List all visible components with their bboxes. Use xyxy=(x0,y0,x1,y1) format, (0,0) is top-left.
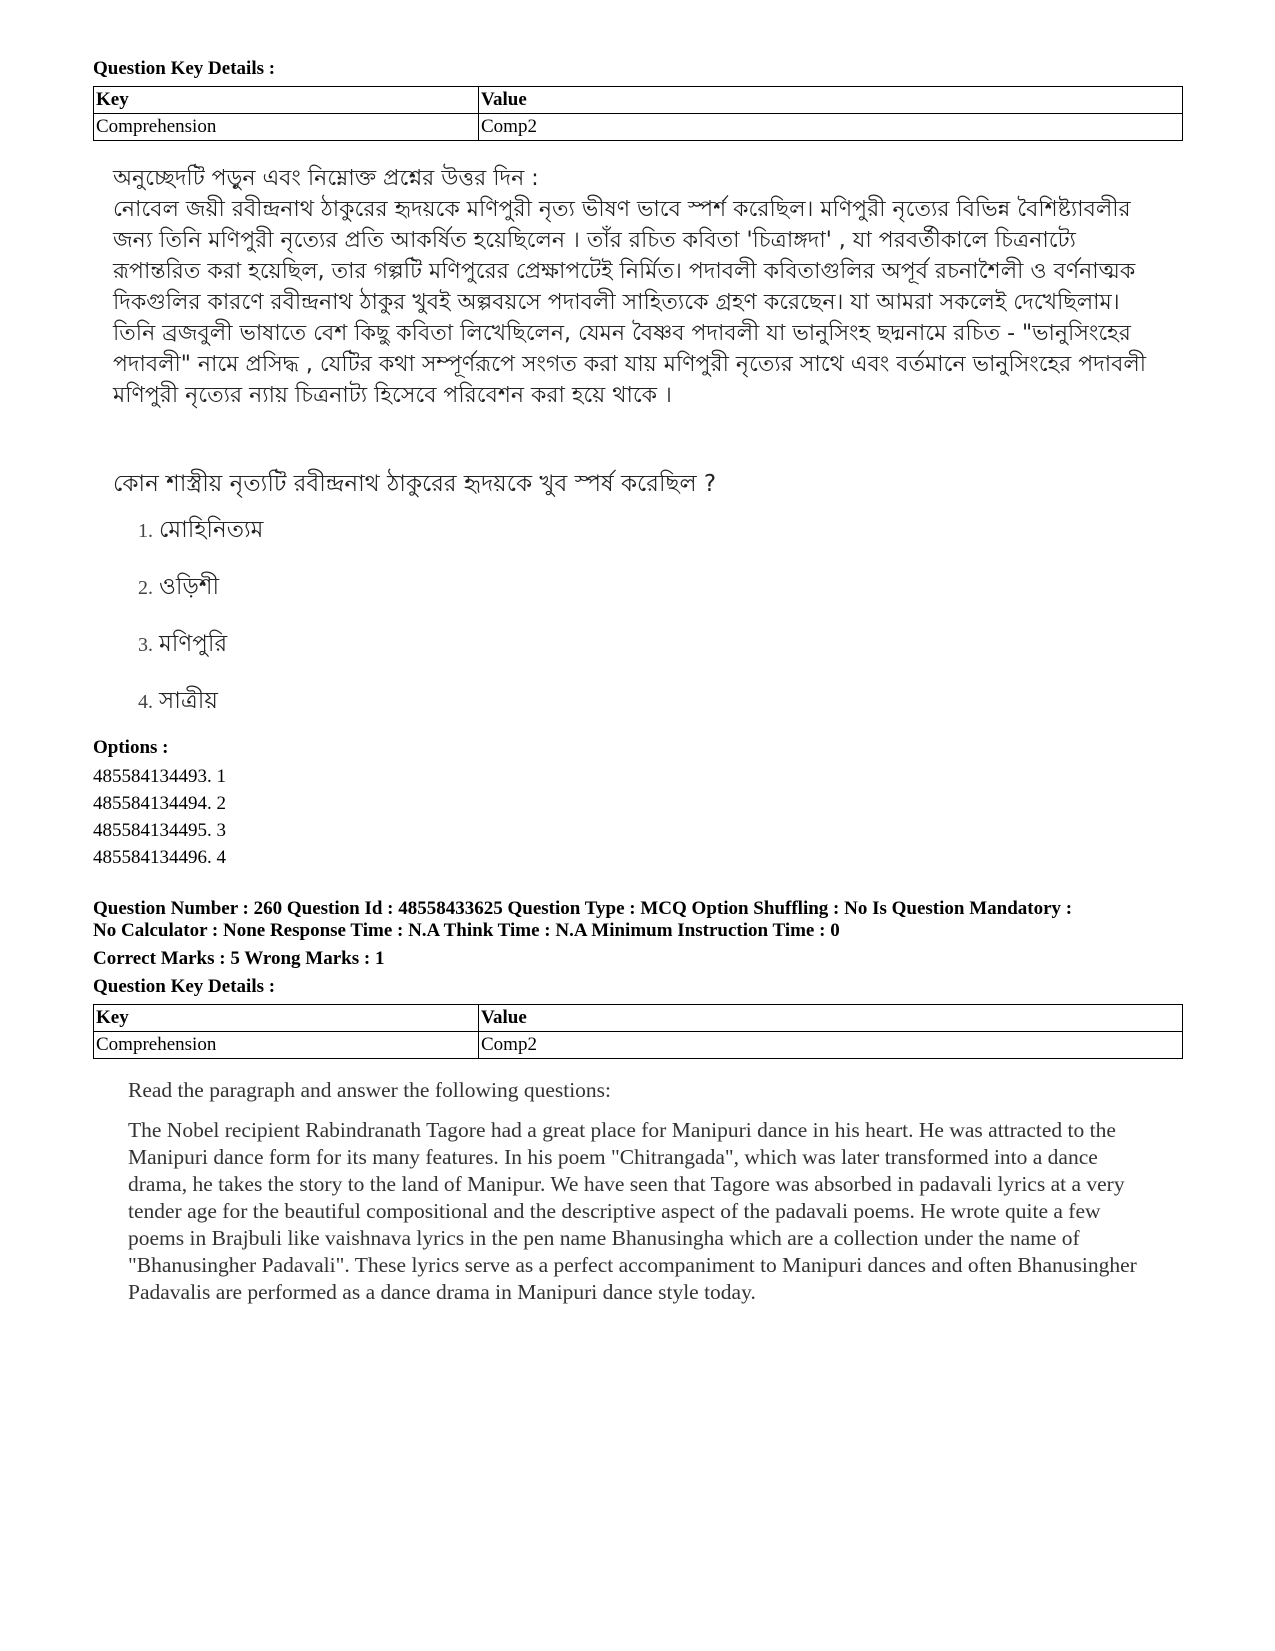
question-meta-line-1: Question Number : 260 Question Id : 48558433625 Question Type : MCQ Option Shuffling : No Is Question Mandatory : xyxy=(93,898,1073,919)
choice-number: 4. xyxy=(138,691,153,713)
list-item xyxy=(138,572,1183,629)
key-details-heading: Question Key Details : xyxy=(93,58,276,79)
bengali-question: কোন শাস্ত্রীয় নৃত্যটি রবীন্দ্রনাথ ঠাকুরের হৃদয়কে খুব স্পর্ষ করেছিল ? xyxy=(113,471,717,497)
key-details-heading: Question Key Details : xyxy=(93,976,276,997)
document-page xyxy=(93,58,1183,1306)
bengali-passage-text: নোবেল জয়ী রবীন্দ্রনাথ ঠাকুরের হৃদয়কে মণিপুরী নৃত্য ভীষণ ভাবে স্পর্শ করেছিল। মণিপুরী নৃত্যের বিভিন্ন বৈশিষ্ট্যাবলীর জন্য তিনি মণিপুরী নৃত্যের প্রতি আকর্ষিত হয়েছিলেন । তাঁর রচিত কবিতা 'চিত্রাঙ্গদা' , যা পরবর্তীকালে চিত্রনাট্যে রূপান্তরিত করা হয়েছিল, তার গল্পটি মণিপুরের প্রেক্ষাপটেই নির্মিত। পদাবলী কবিতাগুলির অপূর্ব রচনাশৈলী ও বর্ণনাত্মক দিকগুলির কারণে রবীন্দ্রনাথ ঠাকুর খুবই অল্পবয়সে পদাবলী সাহিত্যকে গ্রহণ করেছেন। যা আমরা সকলেই দেখেছিলাম। তিনি ব্রজবুলী ভাষাতে বেশ কিছু কবিতা লিখেছিলেন, যেমন বৈষ্ণব পদাবলী যা ভানুসিংহ ছদ্মনামে রচিত - "ভানুসিংহের পদাবলী" নামে প্রসিদ্ধ , যেটির কথা সম্পূর্ণরূপে সংগত করা যায় মণিপুরী নৃত্যের সাথে এবং বর্তমানে ভানুসিংহের পদাবলী মণিপুরী নৃত্যের ন্যায় চিত্রনাট্য হিসেবে পরিবেশন করা হয়ে থাকে । xyxy=(113,197,1147,408)
english-passage-instruction: Read the paragraph and answer the following questions: xyxy=(128,1078,612,1102)
choice-text: মণিপুরি xyxy=(159,631,228,657)
question-meta xyxy=(93,898,1183,998)
option-id: 485584134494. 2 xyxy=(93,793,226,814)
table-cell-key: Comprehension xyxy=(94,1032,479,1059)
choice-text: সাত্রীয় xyxy=(159,688,218,714)
table-cell-value: Comp2 xyxy=(479,114,1183,141)
bengali-passage xyxy=(113,163,1153,411)
table-header-value: Value xyxy=(479,87,1183,114)
options-heading: Options : xyxy=(93,737,169,758)
bengali-passage-instruction: অনুচ্ছেদটি পড়ুন এবং নিম্নোক্ত প্রশ্নের উত্তর দিন : xyxy=(113,166,539,191)
question-meta-line-2: No Calculator : None Response Time : N.A Think Time : N.A Minimum Instruction Time : 0 xyxy=(93,920,840,941)
english-passage xyxy=(128,1077,1138,1306)
bengali-choices-list xyxy=(138,515,1183,743)
option-id: 485584134493. 1 xyxy=(93,766,226,787)
list-item xyxy=(138,686,1183,743)
question-marks: Correct Marks : 5 Wrong Marks : 1 xyxy=(93,948,385,969)
choice-text: মোহিনিত্যম xyxy=(159,517,264,543)
english-passage-text: The Nobel recipient Rabindranath Tagore had a great place for Manipuri dance in his heart. He was attracted to the Manipuri dance form for its many features. In his poem "Chitrangada", which was later transformed into a dance drama, he takes the story to the land of Manipur. We have seen that Tagore was absorbed in padavali lyrics at a very tender age for the beautiful compositional and the descriptive aspect of the padavali poems. He wrote quite a few poems in Brajbuli like vaishnava lyrics in the pen name Bhanusingha which are a collection under the name of "Bhanusingher Padavali". These lyrics serve as a perfect accompaniment to Manipuri dances and often Bhanusingher Padavalis are performed as a dance drama in Manipuri dance style today. xyxy=(128,1118,1137,1304)
table-row xyxy=(94,114,1183,141)
table-row xyxy=(94,1032,1183,1059)
list-item xyxy=(138,629,1183,686)
table-cell-value: Comp2 xyxy=(479,1032,1183,1059)
option-id: 485584134496. 4 xyxy=(93,847,226,868)
choice-number: 2. xyxy=(138,577,153,599)
key-details-table xyxy=(93,86,1183,141)
key-details-table xyxy=(93,1004,1183,1059)
choice-number: 3. xyxy=(138,634,153,656)
choice-number: 1. xyxy=(138,520,153,542)
option-id: 485584134495. 3 xyxy=(93,820,226,841)
table-header-row xyxy=(94,1005,1183,1032)
table-header-value: Value xyxy=(479,1005,1183,1032)
choice-text: ওড়িশী xyxy=(159,574,220,600)
option-ids-list xyxy=(93,763,1183,871)
table-header-row xyxy=(94,87,1183,114)
table-cell-key: Comprehension xyxy=(94,114,479,141)
list-item xyxy=(138,515,1183,572)
table-header-key: Key xyxy=(94,87,479,114)
table-header-key: Key xyxy=(94,1005,479,1032)
